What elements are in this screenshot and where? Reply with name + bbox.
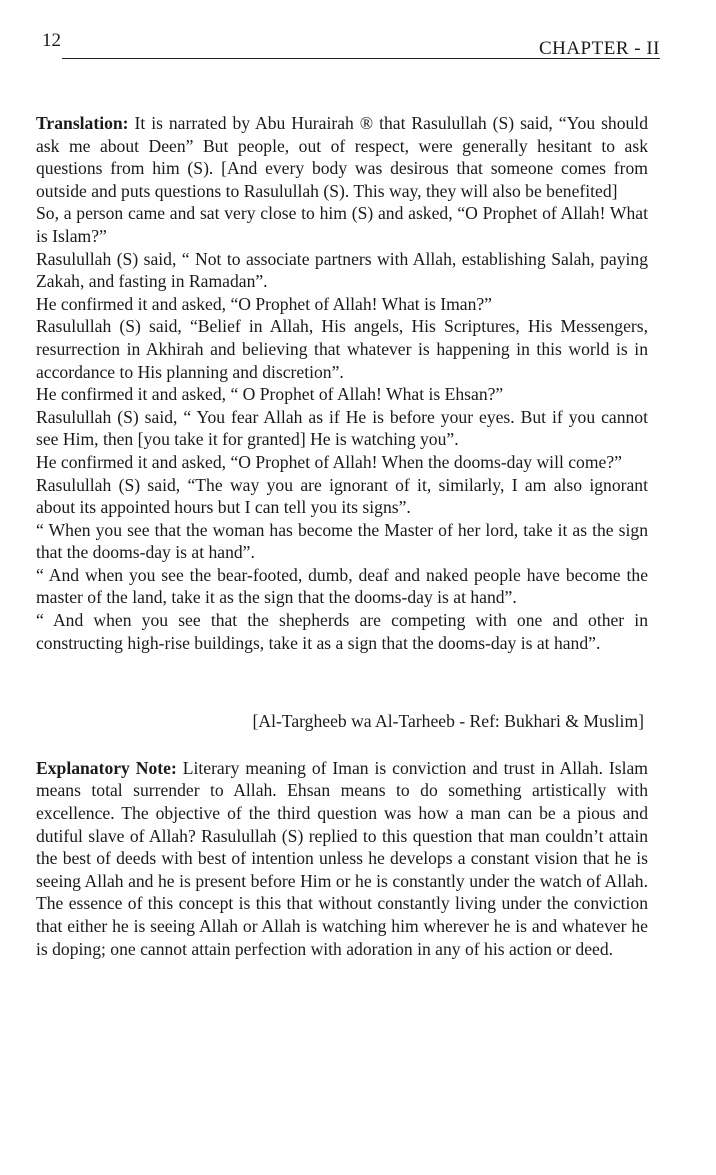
- paragraph-9: “ When you see that the woman has become the Master of her lord, take it as the sign that the dooms-day is at hand”.: [36, 519, 648, 563]
- section-gap: [36, 654, 648, 710]
- translation-text: It is narrated by Abu Hurairah ® that Rasulullah (S) said, “You should ask me about Deen” But people, out of respect, were generally hesitant to ask questions from him (S). [And every body was desirous that someone comes from outside and puts questions to Rasulullah (S). This way, they will also be benefited]: [36, 113, 648, 201]
- paragraph-3: He confirmed it and asked, “O Prophet of Allah! What is Iman?”: [36, 293, 492, 314]
- paragraph-6: Rasulullah (S) said, “ You fear Allah as if He is before your eyes. But if you cannot see Him, then [you take it for granted] He is watching you”.: [36, 406, 648, 450]
- page-body: [36, 112, 648, 960]
- explanatory-note-text: Literary meaning of Iman is conviction and trust in Allah. Islam means total surrender to Allah. Ehsan means to do something artistically with excellence. The objective of the third question was how a man can be a pious and dutiful slave of Allah? Rasulullah (S) replied to this question that man couldn’t attain the best of deeds with best of intention unless he develops a constant vision that he is seeing Allah and he is present before Him or he is constantly under the watch of Allah. The essence of this concept is this that without constantly living under the conviction that either he is seeing Allah or Allah is watching him wherever he is and whatever he is doping; one cannot attain perfection with adoration in any of his action or deed.: [36, 757, 648, 959]
- page-number: 12: [42, 30, 61, 51]
- translation-label: Translation:: [36, 113, 129, 133]
- paragraph-8: Rasulullah (S) said, “The way you are ignorant of it, similarly, I am also ignorant about its appointed hours but I can tell you its signs”.: [36, 474, 648, 518]
- translation-paragraph: [36, 112, 648, 202]
- paragraph-4: Rasulullah (S) said, “Belief in Allah, His angels, His Scriptures, His Messengers, resurrection in Akhirah and believing that whatever is happening in this world is in accordance to His planning and discretion”.: [36, 316, 648, 382]
- paragraph-7: He confirmed it and asked, “O Prophet of Allah! When the dooms-day will come?”: [36, 451, 622, 472]
- page-header: [40, 30, 660, 62]
- explanatory-note-paragraph: [36, 757, 648, 960]
- explanatory-note-label: Explanatory Note:: [36, 757, 177, 778]
- paragraph-1: So, a person came and sat very close to him (S) and asked, “O Prophet of Allah! What is Islam?”: [36, 203, 648, 246]
- source-citation: [Al-Targheeb wa Al-Tarheeb - Ref: Bukhari & Muslim]: [252, 711, 644, 732]
- paragraph-11: “ And when you see that the shepherds are competing with one and other in constructing high-rise buildings, take it as a sign that the dooms-day is at hand”.: [36, 610, 648, 653]
- chapter-title: CHAPTER - II: [538, 38, 660, 59]
- paragraph-2: Rasulullah (S) said, “ Not to associate partners with Allah, establishing Salah, paying Zakah, and fasting in Ramadan”.: [36, 248, 648, 292]
- paragraph-10: “ And when you see the bear-footed, dumb, deaf and naked people have become the master of the land, take it as the sign that the dooms-day is at hand”.: [36, 564, 648, 608]
- paragraph-5: He confirmed it and asked, “ O Prophet of Allah! What is Ehsan?”: [36, 384, 504, 405]
- section-gap: [36, 733, 648, 757]
